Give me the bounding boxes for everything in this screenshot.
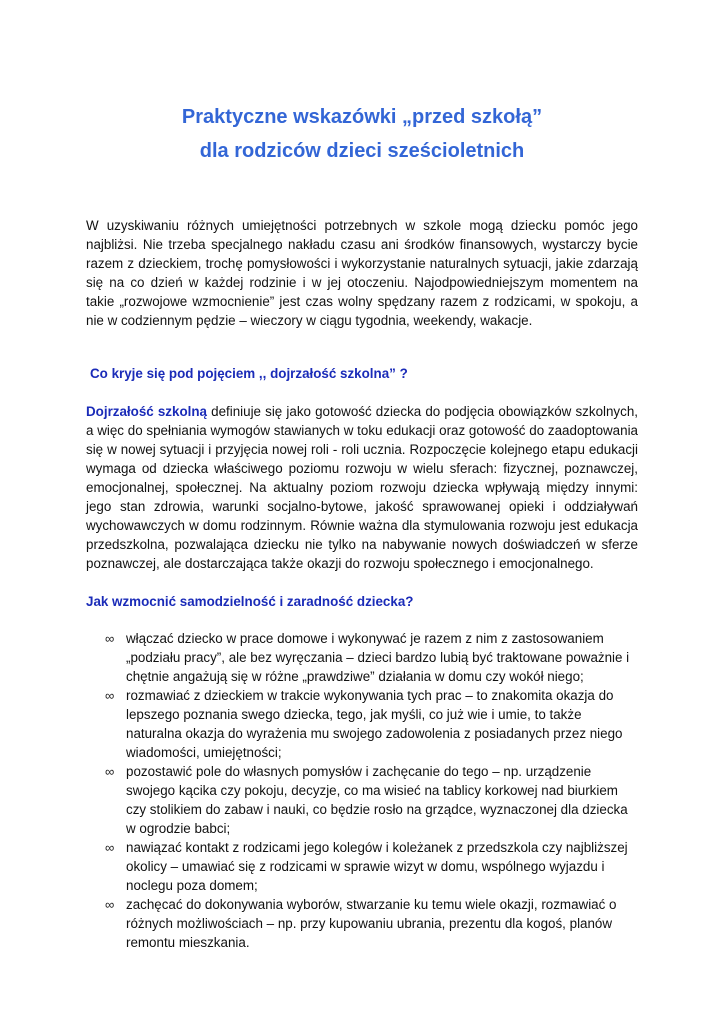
definition-text: definiuje się jako gotowość dziecka do podjęcia obowiązków szkolnych, a więc do spełniania wymogów stawianych w toku edukacji oraz gotowość do zaadoptowania się w nowej sytuacji i przyjęcia nowej roli - roli ucznia. Rozpoczęcie kolejnego etapu edukacji wymaga od dziecka właściwego poziomu rozwoju w wielu sferach: fizycznej, poznawczej, emocjonalnej, społecznej. Na aktualny poziom rozwoju dziecka wpływają między innymi: jego stan zdrowia, warunki socjalno-bytowe, jakość sprawowanej opieki i oddziaływań wychowawczych w domu rodzinnym. Równie ważna dla stymulowania rozwoju jest edukacja przedszkolna, pozwalająca dziecku nie tylko na nabywanie nowych doświadczeń w sferze poznawczej, ale dostarczająca także okazji do rozwoju społecznego i emocjonalnego. — [86, 404, 638, 571]
section-heading-independence: Jak wzmocnić samodzielność i zaradność dziecka? — [86, 594, 414, 609]
definition-term: Dojrzałość szkolną — [86, 404, 207, 419]
list-item — [86, 629, 638, 686]
title-line-1: Praktyczne wskazówki „przed szkołą” — [181, 106, 543, 128]
list-item-text: włączać dziecko w prace domowe i wykonywać je razem z nim z zastosowaniem „podziału pracy”, ale bez wyręczania – dzieci bardzo lubią być traktowane poważnie i chętnie angażują się w różne „prawdziwe” działania w domu czy wokół niego; — [126, 631, 630, 684]
document-page — [86, 100, 638, 952]
infinity-bullet-icon: ∞ — [105, 897, 115, 912]
list-item — [86, 762, 638, 838]
title-line-2: dla rodziców dzieci sześcioletnich — [199, 140, 525, 162]
list-item-text: zachęcać do dokonywania wyborów, stwarzanie ku temu wiele okazji, rozmawiać o różnych możliwościach – np. przy kupowaniu ubrania, prezentu dla kogoś, planów remontu mieszkania. — [126, 897, 617, 950]
infinity-bullet-icon: ∞ — [105, 688, 115, 703]
list-item-text: rozmawiać z dzieckiem w trakcie wykonywania tych prac – to znakomita okazja do lepszego poznania swego dziecka, tego, jak myśli, co już wie i umie, to także naturalna okazja do wyrażenia mu swojego zadowolenia z posiadanych przez niego wiadomości, umiejętności; — [126, 688, 623, 760]
list-item-text: nawiązać kontakt z rodzicami jego kolegów i koleżanek z przedszkola czy najbliższej okolicy – umawiać się z rodzicami w sprawie wizyt w domu, wspólnego wyjazdu i noclegu poza domem; — [126, 840, 628, 893]
list-item — [86, 686, 638, 762]
school-readiness-definition — [86, 402, 638, 573]
intro-paragraph: W uzyskiwaniu różnych umiejętności potrzebnych w szkole mogą dziecku pomóc jego najbliżsi. Nie trzeba specjalnego nakładu czasu ani środków finansowych, wystarczy bycie razem z dzieckiem, trochę pomysłowości i wykorzystanie naturalnych sytuacji, jakie zdarzają się na co dzień w każdej rodzinie i w jej otoczeniu. Najodpowiedniejszym momentem na takie „rozwojowe wzmocnienie” jest czas wolny spędzany razem z rodzicami, w spokoju, a nie w codziennym pędzie – wieczory w ciągu tygodnia, weekendy, wakacje. — [86, 218, 638, 328]
list-item-text: pozostawić pole do własnych pomysłów i zachęcanie do tego – np. urządzenie swojego kącika czy pokoju, decyzje, co ma wisieć na tablicy korkowej nad biurkiem czy stolikiem do zabaw i nauki, co będzie rosło na grządce, wyznaczonej dla dziecka w ogrodzie babci; — [126, 764, 628, 836]
infinity-bullet-icon: ∞ — [105, 840, 115, 855]
list-item — [86, 895, 638, 952]
infinity-bullet-icon: ∞ — [105, 764, 115, 779]
list-item — [86, 838, 638, 895]
section-heading-school-readiness: Co kryje się pod pojęciem ,, dojrzałość szkolna” ? — [90, 366, 408, 381]
infinity-bullet-icon: ∞ — [105, 631, 115, 646]
tips-list — [86, 629, 638, 952]
document-title — [86, 100, 638, 168]
